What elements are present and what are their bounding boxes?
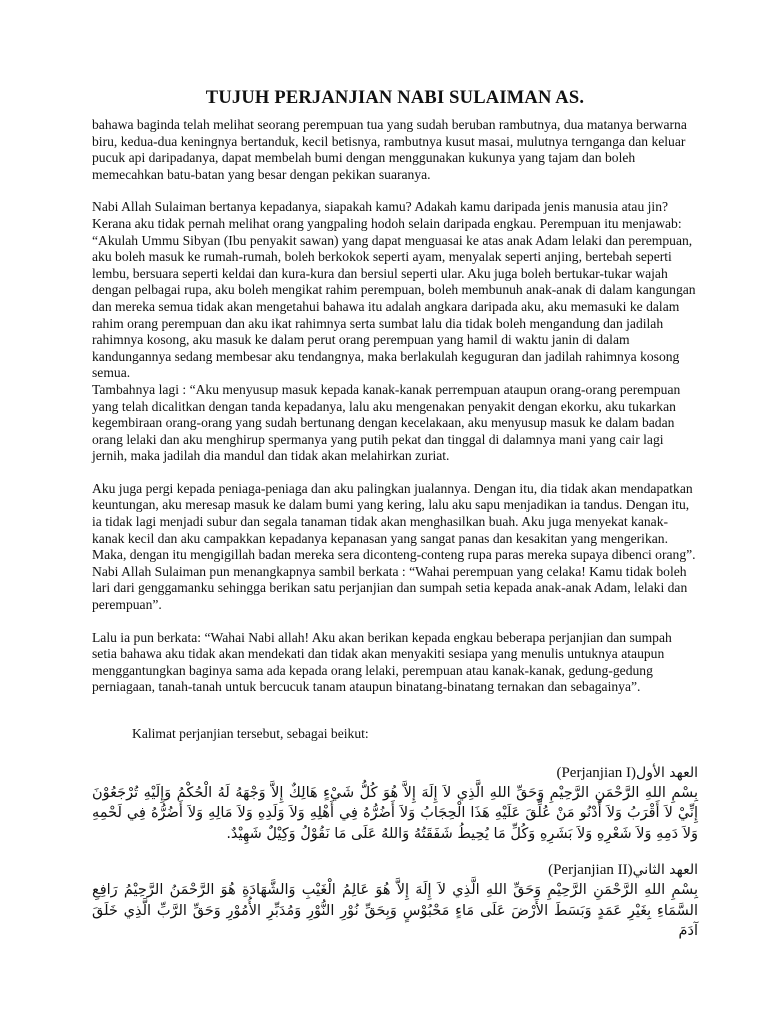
paragraph-gap	[92, 614, 698, 630]
section-gap	[92, 696, 698, 726]
perjanjian-1-label: (Perjanjian I)	[556, 764, 637, 781]
perjanjian-1-section	[92, 763, 698, 845]
paragraph-4: Aku juga pergi kepada peniaga-peniaga dan aku palingkan jualannya. Dengan itu, dia tidak akan mendapatkan keuntungan, aku meresap masuk ke dalam bumi yang kering, lalu aku sapu menjadikan ia tandus. Dengan itu, ia tidak lagi menjadi subur dan segala tanaman tidak akan menghasilkan buah. Aku juga menyekat kanak-kanak kecil dan aku campakkan kepadanya kepanasan yang sangat panas dan kesakitan yang mengerikan. Maka, dengan itu mengigillah badan mereka sera diconteng-conteng rupa paras mereka supaya dibenci orang”.	[92, 480, 696, 563]
perjanjian-2-arabic-label: العهد الثاني	[632, 862, 698, 879]
perjanjian-2-label: (Perjanjian II)	[548, 862, 633, 879]
perjanjian-1-heading	[92, 763, 698, 783]
paragraph-5: Nabi Allah Sulaiman pun menangkapnya sambil berkata : “Wahai perempuan yang celaka! Kamu tidak boleh lari dari genggamanku sehingga berikan satu perjanjian dan sumpah setia kepada anak-anak Adam, lelaki dan perempuan”.	[92, 563, 688, 613]
section-gap	[92, 844, 698, 860]
intro-line: Kalimat perjanjian tersebut, sebagai beikut:	[132, 726, 369, 741]
perjanjian-2-text: بِسْمِ اللهِ الرَّحْمَنِ الرَّحِيْمِ وَحَقِّ اللهِ الَّذِي لاَ إِلَهَ إِلاَّ هُوَ عَالِمُ الْغَيْبِ وَالشَّهَادَةِ هُوَ الرَّحْمَنُ الرَّحِيْمُ رَافِعِ السَّمَاءِ بِغَيْرِ عَمَدٍ وَبَسَطَ الأَرْضَ عَلَى مَاءٍ مَحْبُوْسٍ وَبِحَقِّ نُوْرِ النُّوْرِ وَمُدَبِّرِ الأُمُوْرِ وَحَقِّ الرَّبِّ الَّذِي خَلَقَ آدَمَ	[92, 882, 698, 940]
paragraph-gap	[92, 183, 698, 199]
perjanjian-1-arabic-label: العهد الأول	[636, 764, 698, 781]
paragraph-3: Tambahnya lagi : “Aku menyusup masuk kepada kanak-kanak perrempuan ataupun orang-orang perempuan yang telah dicalitkan dengan tanda kepadanya, lalu aku mengenakan penyakit dengan ekorku, aku tukarkan kegembiraan orang-orang yang sudah bertunang dengan kecelakaan, aku menyusup masuk ke dalam badan orang lelaki dan aku menghirup spermanya yang putih pekat dan tinggal di dalamnya mani yang cair lagi jernih, maka jadilah dia mandul dan tidak akan melahirkan zuriat.	[92, 381, 681, 464]
paragraph-1: bahawa baginda telah melihat seorang perempuan tua yang sudah beruban rambutnya, dua matanya berwarna biru, kedua-dua keningnya bertanduk, kecil betisnya, rambutnya kusut masai, mulutnya ternganga dan keluar pucuk api daripadanya, dapat membelah bumi dengan menggunakan kukunya yang tajam dan boleh memecahkan batu-batan yang besar dengan pekikan suaranya.	[92, 117, 687, 182]
perjanjian-1-text: بِسْمِ اللهِ الرَّحْمَنِ الرَّحِيْمِ وَحَقِّ اللهِ الَّذِي لاَ إِلَهَ إِلاَّ هُوَ كُلُّ شَيْءٍ هَالِكٌ إِلاَّ وَجْهَهُ لَهُ الْحُكْمُ وَإِلَيْهِ تُرْجَعُوْنَ إِنِّيْ لاَ أَقْرَبُ وَلاَ أَدْنُو مَنْ عُلِّقَ عَلَيْهِ هَذَا الْحِجَابُ وَلاَ أَضُرُّهُ فِي أَهْلِهِ وَلاَ وَلَدِهِ وَلاَ مَالِهِ وَلاَ أَضُرُّهُ فِي لَحْمِهِ وَلاَ دَمِهِ وَلاَ شَعْرِهِ وَلاَ بَشَرِهِ وَكُلِّ مَا يُحِيطُ شَفَقَتُهُ وَاللهُ عَلَى مَا نَقُوْلُ وَكِيْلٌ شَهِيْدٌ.	[92, 784, 698, 842]
paragraph-2: Nabi Allah Sulaiman bertanya kepadanya, siapakah kamu? Adakah kamu daripada jenis manusia atau jin? Kerana aku tidak pernah melihat orang yangpaling hodoh selain daripada engkau. Perempuan itu menjawab: “Akulah Ummu Sibyan (Ibu penyakit sawan) yang dapat menguasai ke atas anak Adam lelaki dan perempuan, aku boleh masuk ke rumah-rumah, boleh berkokok seperti ayam, menyalak seperti anjing, bertebah seperti lembu, bersuara seperti keldai dan kura-kura dan bersiul seperti ular. Aku juga boleh bertukar-tukar wajah dengan pelbagai rupa, aku boleh mengikat rahim perempuan, boleh membunuh anak-anak di dalam kangungan dan mereka semua tidak akan mengetahui bahawa itu adalah angkara daripada aku, aku memasuki ke dalam rahim orang perempuan dan aku ikat rahimnya serta sumbat lalu dia tidak boleh mengandung dan jadilah rahimnya kosong, aku masuk ke dalam perut orang perempuan yang hamil di waktu janin di dalam kandungannya sedang membesar aku tendangnya, maka berlakulah keguguran dan jadilah rahimnya kosong semua.	[92, 199, 696, 381]
paragraph-gap	[92, 465, 698, 481]
perjanjian-2-heading	[92, 860, 698, 880]
document-title: TUJUH PERJANJIAN NABI SULAIMAN AS.	[205, 88, 585, 108]
paragraph-6: Lalu ia pun berkata: “Wahai Nabi allah! Aku akan berikan kepada engkau beberapa perjanjian dan sumpah setia bahawa aku tidak akan mendekati dan tidak akan menyakiti sesiapa yang menulis untuknya ataupun menggantungkan baginya sama ada kepada orang lelaki, perempuan atau kanak-kanak, gedung-gedung perniagaan, tanah-tanah untuk bercucuk tanam ataupun binatang-binatang ternakan dan sebagainya”.	[92, 629, 672, 695]
perjanjian-2-section	[92, 860, 698, 942]
